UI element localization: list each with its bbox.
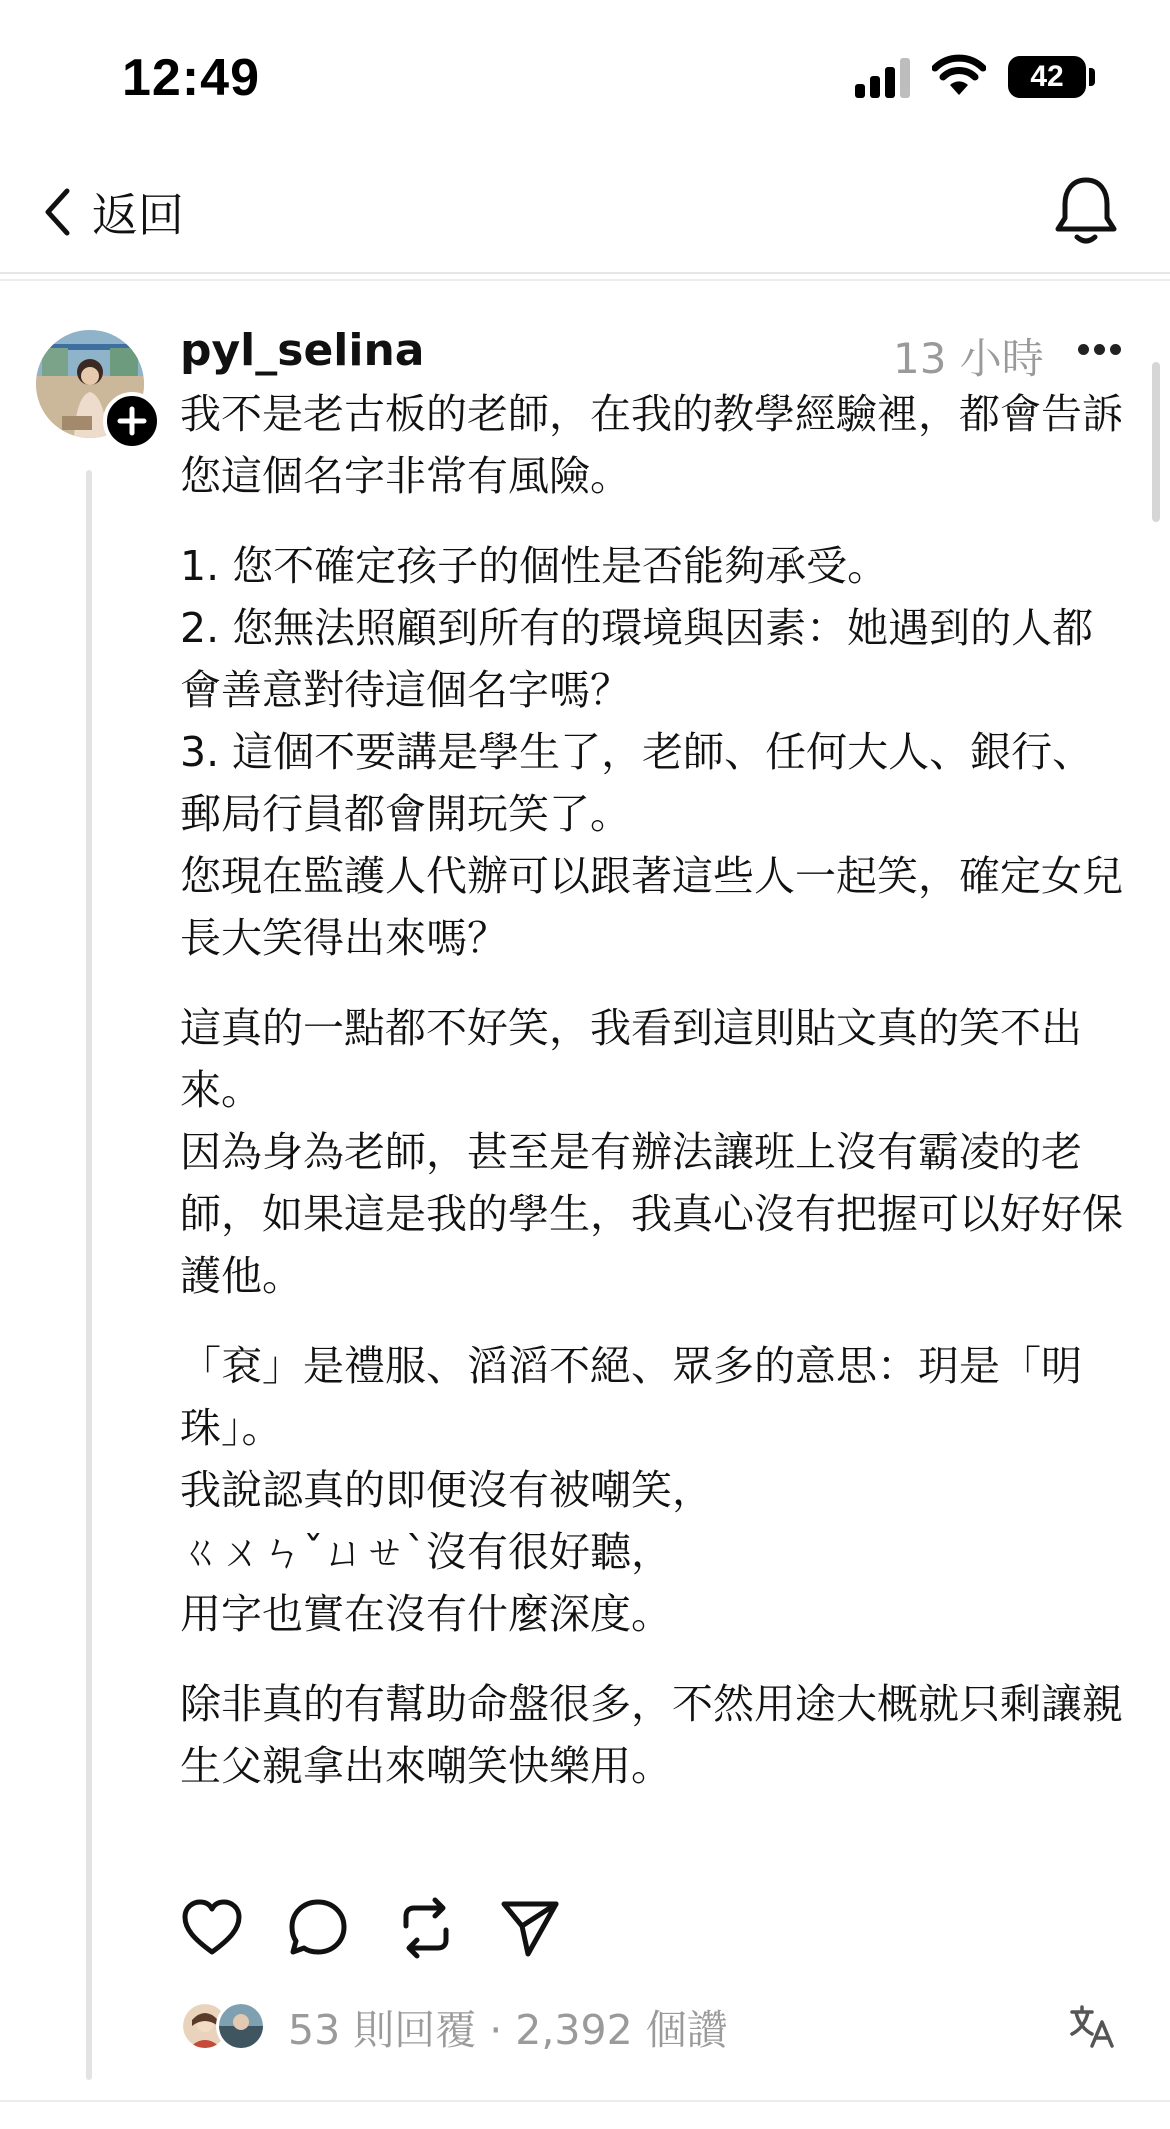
- bell-icon[interactable]: [1052, 174, 1120, 248]
- status-time: 12:49: [122, 49, 260, 107]
- chevron-left-icon: [42, 188, 72, 236]
- back-button[interactable]: [42, 182, 184, 242]
- comment-icon[interactable]: [286, 1896, 350, 1960]
- post-divider: [0, 2100, 1170, 2102]
- thread-line: [86, 470, 92, 2080]
- follow-plus-button[interactable]: [103, 392, 161, 450]
- scrollbar[interactable]: [1152, 362, 1160, 522]
- back-label: 返回: [92, 188, 184, 242]
- status-bar: [0, 0, 1170, 150]
- more-options-icon[interactable]: [1078, 344, 1122, 358]
- battery-cap: [1089, 68, 1095, 86]
- share-icon[interactable]: [498, 1896, 562, 1960]
- post-paragraph: 我不是老古板的老師，在我的教學經驗裡，都會告訴您這個名字非常有風險。: [180, 390, 1123, 500]
- post-paragraph: 「袞」是禮服、滔滔不絕、眾多的意思：玥是「明珠」。 我說認真的即便沒有被嘲笑， ㄍㄨㄣˇㄩㄝˋ沒有很好聽， 用字也實在沒有什麼深度。: [180, 1342, 1082, 1638]
- post-stats[interactable]: [180, 1996, 728, 2056]
- post-paragraph: 1. 您不確定孩子的個性是否能夠承受。 2. 您無法照顧到所有的環境與因素：她遇到的人都會善意對待這個名字嗎？ 3. 這個不要講是學生了，老師、任何大人、銀行、郵局行員都會開玩笑了。 您現在監護人代辦可以跟著這些人一起笑，確定女兒長大笑得出來嗎？: [180, 542, 1123, 962]
- heart-icon[interactable]: [180, 1896, 244, 1960]
- wifi-icon: [932, 54, 986, 98]
- post-timestamp: 13 小時: [893, 334, 1044, 383]
- battery-icon: 42: [1008, 56, 1086, 98]
- repost-icon[interactable]: [394, 1896, 458, 1960]
- nav-divider-secondary: [0, 279, 1170, 281]
- post-paragraph: 這真的一點都不好笑，我看到這則貼文真的笑不出來。 因為身為老師，甚至是有辦法讓班上沒有霸凌的老師，如果這是我的學生，我真心沒有把握可以好好保護他。: [180, 1004, 1123, 1300]
- translate-icon[interactable]: [1068, 2002, 1116, 2050]
- signal-icon: [855, 58, 913, 98]
- replier-avatar: [216, 2001, 266, 2051]
- replies-likes-count: 53 則回覆 · 2,392 個讚: [288, 2005, 728, 2054]
- nav-divider: [0, 272, 1170, 274]
- post-paragraph: 除非真的有幫助命盤很多，不然用途大概就只剩讓親生父親拿出來嘲笑快樂用。: [180, 1680, 1123, 1790]
- post-body: [180, 383, 1130, 1797]
- post-username[interactable]: pyl_selina: [180, 325, 425, 376]
- plus-icon: [107, 396, 157, 446]
- top-nav: [0, 150, 1170, 272]
